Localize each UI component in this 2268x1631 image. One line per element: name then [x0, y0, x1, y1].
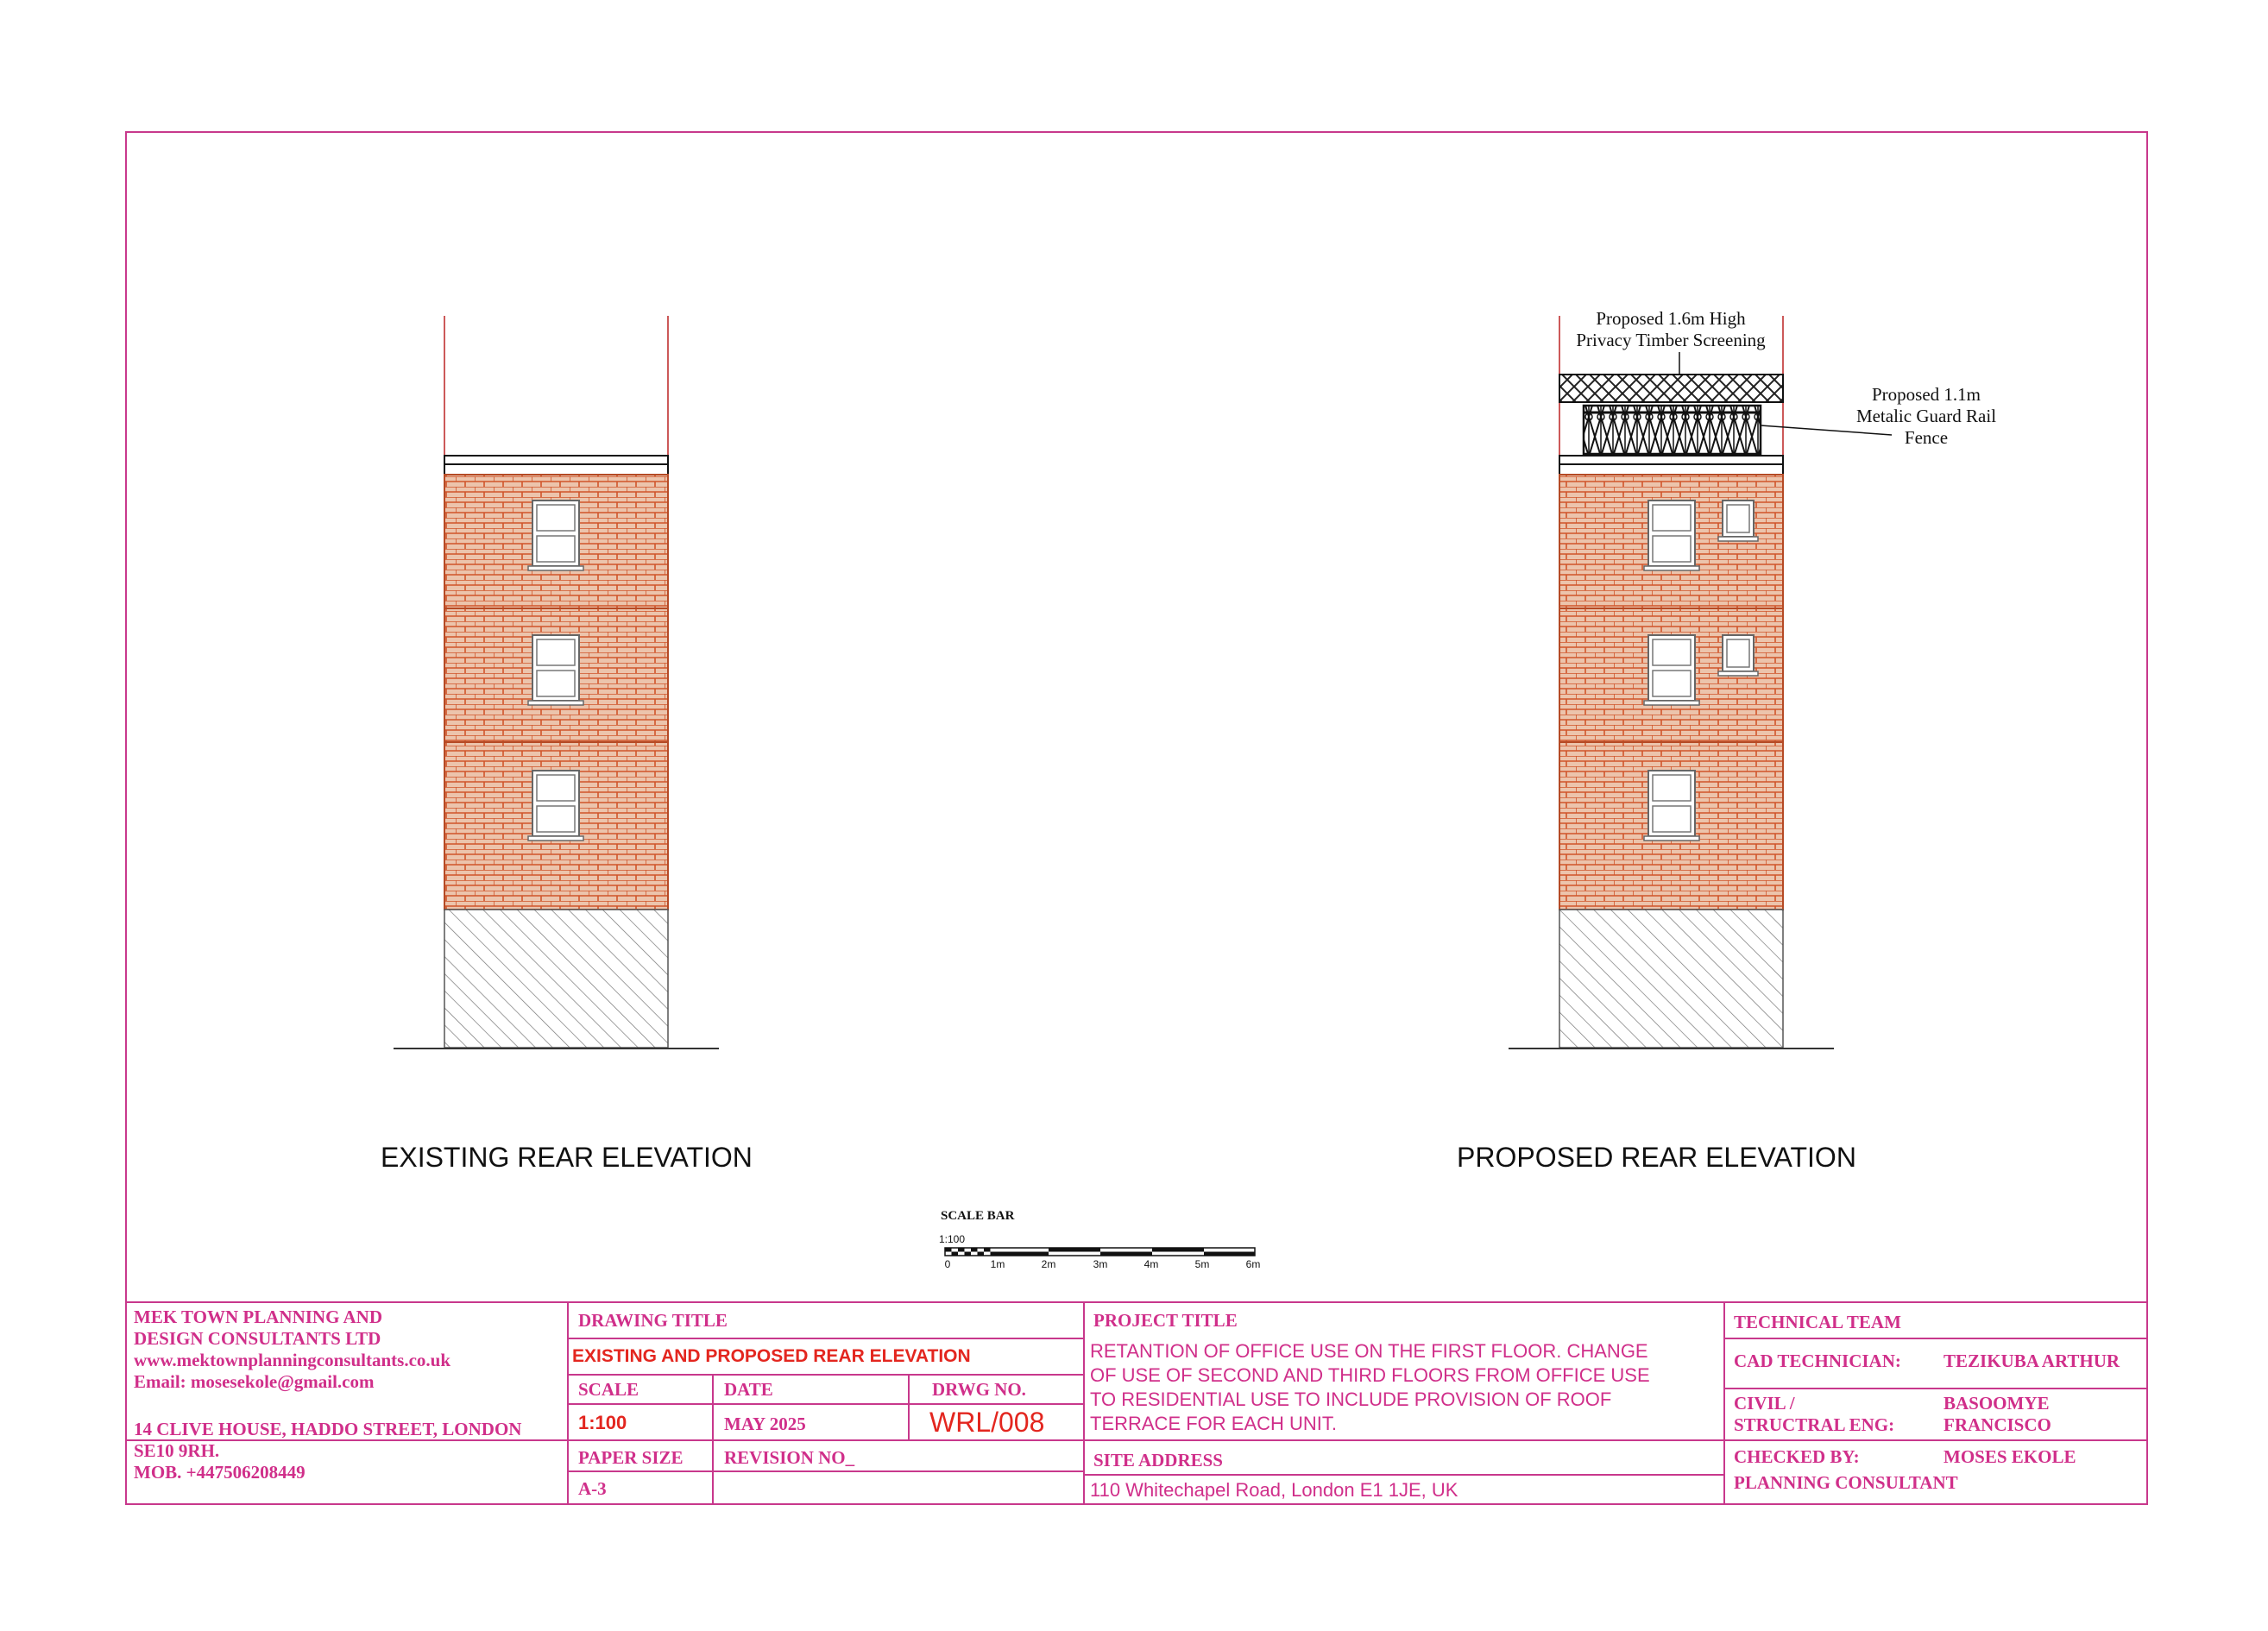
scale-tick-label: 6m — [1245, 1258, 1261, 1270]
company-name-line1: MEK TOWN PLANNING AND — [134, 1307, 383, 1327]
technical-team-label: TECHNICAL TEAM — [1734, 1312, 1901, 1332]
note-line: Fence — [1904, 427, 1949, 448]
drawing-title-label: DRAWING TITLE — [578, 1310, 728, 1331]
scale-label: SCALE — [578, 1379, 639, 1400]
scale-tick-label: 1m — [990, 1258, 1005, 1270]
note-line: Proposed 1.1m — [1872, 384, 1981, 405]
scale-tick-label: 0 — [944, 1258, 951, 1270]
scale-bar-title: SCALE BAR — [941, 1209, 1015, 1223]
title-block — [125, 1301, 2148, 1505]
scale-tick-label: 4m — [1143, 1258, 1159, 1270]
tb-row-line — [1083, 1474, 1723, 1476]
company-name-line2: DESIGN CONSULTANTS LTD — [134, 1328, 381, 1349]
company-website: www.mektownplanningconsultants.co.uk — [134, 1350, 451, 1370]
scale-tick-label: 2m — [1041, 1258, 1056, 1270]
civil-eng-label-line1: CIVIL / — [1734, 1393, 1795, 1414]
paper-size-value: A-3 — [578, 1478, 607, 1499]
company-mobile: MOB. +447506208449 — [134, 1462, 306, 1483]
site-address-label: SITE ADDRESS — [1093, 1450, 1223, 1470]
proposed-elevation-title: PROPOSED REAR ELEVATION — [1457, 1142, 1856, 1173]
project-title-label: PROJECT TITLE — [1093, 1310, 1238, 1331]
cad-technician-label: CAD TECHNICIAN: — [1734, 1351, 1901, 1371]
project-title-line: TERRACE FOR EACH UNIT. — [1090, 1413, 1338, 1434]
scale-bar-ratio: 1:100 — [939, 1233, 966, 1245]
note-privacy-screening — [1541, 308, 1800, 351]
company-address-line1: 14 CLIVE HOUSE, HADDO STREET, LONDON — [134, 1419, 522, 1439]
project-title-line: RETANTION OF OFFICE USE ON THE FIRST FLOOR. CHANGE — [1090, 1340, 1648, 1362]
date-label: DATE — [724, 1379, 773, 1400]
civil-eng-name-line1: BASOOMYE — [1944, 1393, 2050, 1414]
revision-label: REVISION NO_ — [724, 1447, 855, 1468]
cad-technician-name: TEZIKUBA ARTHUR — [1944, 1351, 2120, 1371]
drwg-no-value: WRL/008 — [929, 1407, 1045, 1438]
company-email: Email: mosesekole@gmail.com — [134, 1371, 375, 1392]
note-line: Proposed 1.6m High — [1596, 308, 1746, 329]
tb-row-line — [1723, 1388, 2148, 1389]
checked-by-role: PLANNING CONSULTANT — [1734, 1472, 1958, 1493]
tb-divider — [1723, 1301, 1725, 1505]
date-value: MAY 2025 — [724, 1414, 806, 1434]
checked-by-name: MOSES EKOLE — [1944, 1446, 2076, 1467]
civil-eng-label-line2: STRUCTRAL ENG: — [1734, 1414, 1895, 1435]
tb-row-line — [567, 1403, 1083, 1405]
scale-bar-graphic — [945, 1248, 1255, 1256]
civil-eng-name-line2: FRANCISCO — [1944, 1414, 2051, 1435]
scale-tick-label: 3m — [1093, 1258, 1108, 1270]
project-title — [1090, 1339, 1720, 1436]
drwg-no-label: DRWG NO. — [932, 1379, 1026, 1400]
drawing-title: EXISTING AND PROPOSED REAR ELEVATION — [572, 1346, 971, 1366]
existing-elevation-title: EXISTING REAR ELEVATION — [381, 1142, 753, 1173]
paper-size-label: PAPER SIZE — [578, 1447, 684, 1468]
note-line: Metalic Guard Rail — [1855, 406, 1997, 426]
site-address: 110 Whitechapel Road, London E1 1JE, UK — [1090, 1479, 1458, 1501]
note-line: Privacy Timber Screening — [1576, 330, 1766, 350]
tb-row-line — [1723, 1338, 2148, 1339]
tb-divider — [908, 1374, 910, 1439]
project-title-line: TO RESIDENTIAL USE TO INCLUDE PROVISION OF ROOF — [1090, 1389, 1612, 1410]
scale-value: 1:100 — [578, 1412, 627, 1433]
company-address-line2: SE10 9RH. — [134, 1440, 220, 1461]
scale-tick-label: 5m — [1194, 1258, 1210, 1270]
project-title-line: OF USE OF SECOND AND THIRD FLOORS FROM OFFICE USE — [1090, 1364, 1650, 1386]
tb-row-line — [567, 1374, 1083, 1376]
checked-by-label: CHECKED BY: — [1734, 1446, 1860, 1467]
note-guard-rail — [1831, 384, 2021, 449]
tb-row-line — [567, 1470, 1083, 1472]
tb-top-line — [125, 1301, 2148, 1303]
existing-elevation — [394, 316, 719, 1048]
tb-row-line — [567, 1338, 1083, 1339]
